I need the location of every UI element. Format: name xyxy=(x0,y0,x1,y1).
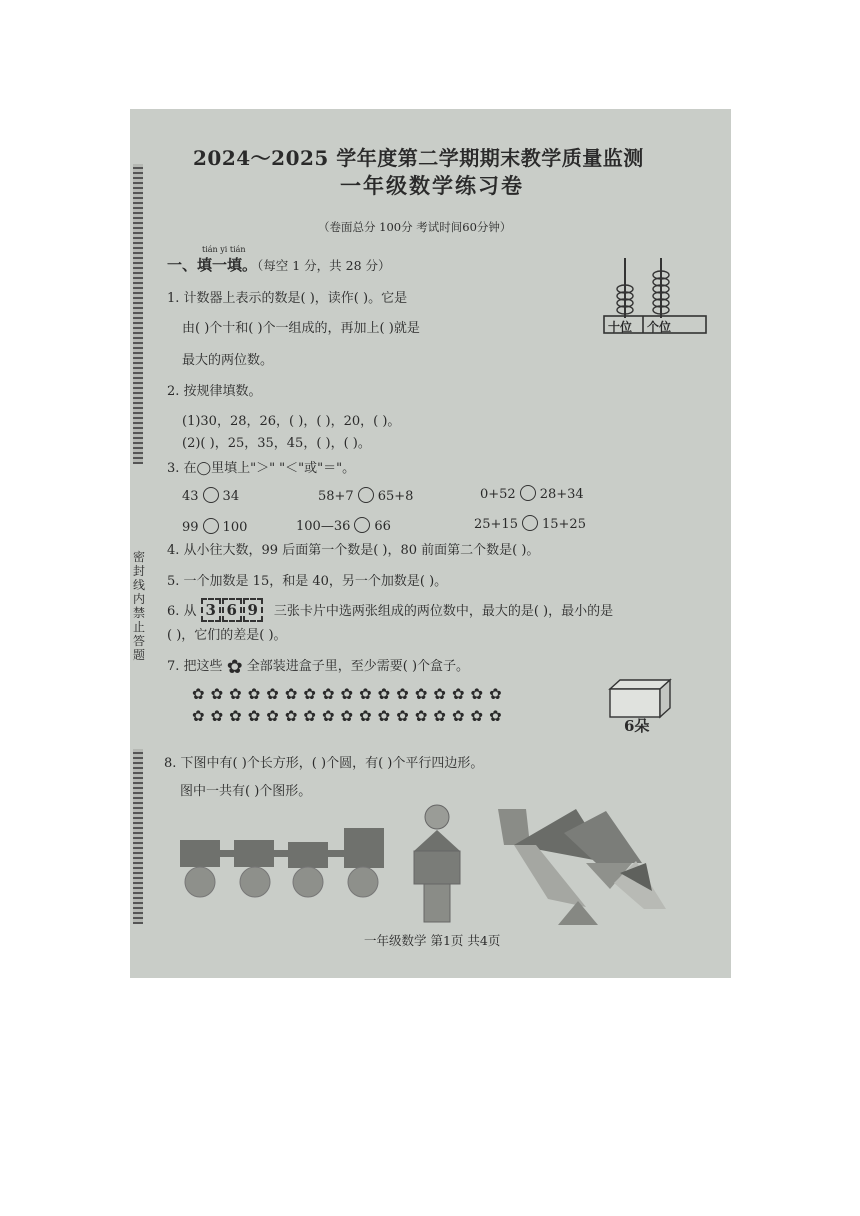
exam-subtitle-title: 一年级数学练习卷 xyxy=(340,173,524,198)
flower-row: ✿✿✿✿✿✿✿✿✿✿✿✿✿✿✿✿✿ xyxy=(192,707,508,725)
q3-item: 25+15 15+25 xyxy=(474,517,586,532)
q6-line1: 6. 从 3 6 9 三张卡片中选两张组成的两位数中，最大的是( )，最小的是 xyxy=(167,598,613,622)
compare-circle xyxy=(522,515,538,531)
compare-circle xyxy=(520,485,536,501)
q2-title: 2. 按规律填数。 xyxy=(167,384,262,399)
q7-line: 7. 把这些 ✿ 全部装进盒子里，至少需要( )个盒子。 xyxy=(167,656,470,678)
abacus-label-tens: 十位 xyxy=(608,320,633,334)
q8-line2: 图中一共有( )个图形。 xyxy=(180,784,312,799)
q2-line2: (2)( )，25，35，45，( )，( )。 xyxy=(182,436,371,451)
q2-line1: (1)30，28，26，( )，( )，20，( )。 xyxy=(182,414,401,429)
train-wheels xyxy=(180,865,390,901)
section-pinyin: tián yi tián xyxy=(202,245,246,254)
flower-row: ✿✿✿✿✿✿✿✿✿✿✿✿✿✿✿✿✿ xyxy=(192,685,508,703)
train-engine xyxy=(344,828,384,868)
digit-card: 9 xyxy=(243,598,263,622)
compare-circle xyxy=(203,487,219,503)
train-link xyxy=(328,850,344,857)
section-title: 一、填一填。 xyxy=(167,256,258,274)
tangram-bird xyxy=(486,799,672,929)
q3-item: 43 34 xyxy=(182,489,240,504)
q1-line3: 最大的两位数。 xyxy=(182,353,274,368)
exam-title: 2024～2025 学年度第二学期期末教学质量监测 xyxy=(193,146,644,170)
q3-item: 0+52 28+34 xyxy=(480,487,584,502)
exam-photo xyxy=(130,109,731,978)
seal-note: 密封线内禁止答题 xyxy=(132,550,145,662)
q3-item: 58+7 65+8 xyxy=(318,489,414,504)
q1-line2: 由( )个十和( )个一组成的，再加上( )就是 xyxy=(182,321,420,336)
box-label: 6朵 xyxy=(624,717,650,735)
train-car xyxy=(180,840,220,867)
q4-text: 4. 从小往大数，99 后面第一个数是( )，80 前面第二个数是( )。 xyxy=(167,543,540,558)
compare-circle xyxy=(358,487,374,503)
q3-item: 100—36 66 xyxy=(296,519,391,534)
flower-icon: ✿ xyxy=(226,656,243,678)
q3-item: 99 100 xyxy=(182,520,248,535)
exam-info: （卷面总分 100分 考试时间60分钟） xyxy=(318,220,512,234)
section-score: （每空 1 分，共 28 分） xyxy=(257,258,391,273)
digit-card: 6 xyxy=(222,598,242,622)
compare-circle xyxy=(203,518,219,534)
q1-line1: 1. 计数器上表示的数是( )，读作( )。它是 xyxy=(167,291,408,306)
digit-card: 3 xyxy=(201,598,221,622)
q8-line1: 8. 下图中有( )个长方形，( )个圆，有( )个平行四边形。 xyxy=(164,756,484,771)
page-footer: 一年级数学 第1页 共4页 xyxy=(364,933,501,948)
seal-strip xyxy=(130,164,147,924)
train-link xyxy=(220,850,234,857)
compare-circle xyxy=(354,517,370,533)
q3-title: 3. 在◯里填上"＞" "＜"或"＝"。 xyxy=(167,461,356,476)
q6-line2: ( )，它们的差是( )。 xyxy=(167,628,287,643)
train-link xyxy=(274,850,288,857)
person-figure xyxy=(410,801,466,925)
section-heading xyxy=(167,254,391,275)
q5-text: 5. 一个加数是 15，和是 40，另一个加数是( )。 xyxy=(167,574,448,589)
abacus-label-ones: 个位 xyxy=(647,320,672,334)
train-car xyxy=(234,840,274,867)
box-icon xyxy=(606,677,674,719)
